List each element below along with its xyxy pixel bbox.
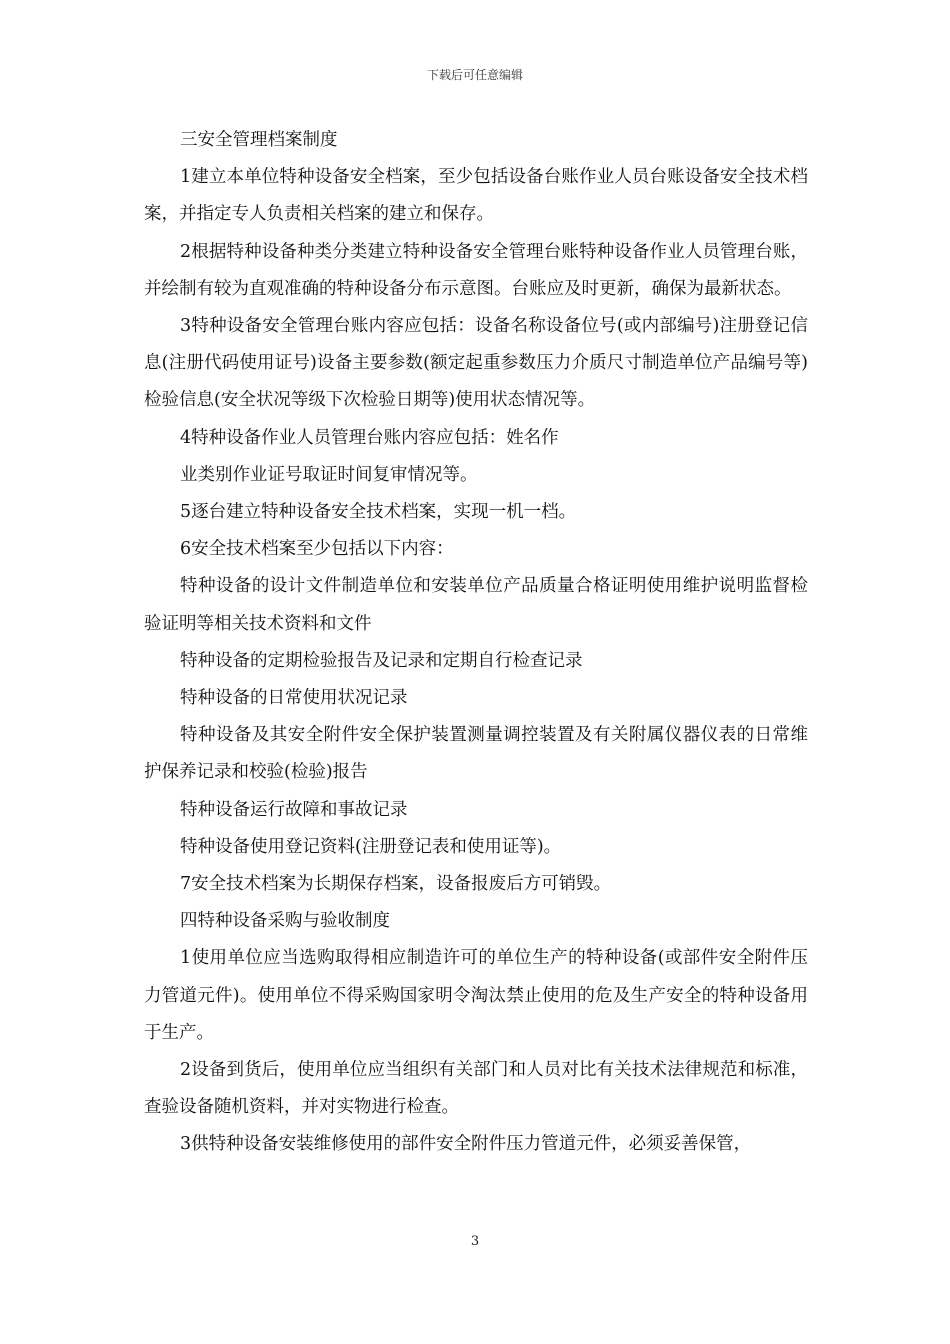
section-heading: 四特种设备采购与验收制度: [180, 911, 390, 932]
paragraph: 业类别作业证号取证时间复审情况等。: [180, 464, 478, 485]
paragraph: 1建立本单位特种设备安全档案，至少包括设备台账作业人员台账设备安全技术档案，并指定专人负责相关档案的建立和保存。: [144, 167, 808, 225]
list-item: 特种设备运行故障和事故记录: [180, 799, 408, 820]
paragraph: 1使用单位应当选购取得相应制造许可的单位生产的特种设备(或部件安全附件压力管道元件)。使用单位不得采购国家明令淘汰禁止使用的危及生产安全的特种设备用于生产。: [144, 948, 808, 1043]
paragraph: 2根据特种设备种类分类建立特种设备安全管理台账特种设备作业人员管理台账，并绘制有较为直观准确的特种设备分布示意图。台账应及时更新，确保为最新状态。: [144, 241, 808, 299]
paragraph: 7安全技术档案为长期保存档案，设备报废后方可销毁。: [180, 874, 612, 895]
paragraph: 5逐台建立特种设备安全技术档案，实现一机一档。: [180, 502, 577, 523]
page-header: 下载后可任意编辑: [426, 68, 523, 82]
page-number: 3: [470, 1234, 480, 1249]
paragraph: 6安全技术档案至少包括以下内容：: [180, 539, 454, 560]
list-item: 特种设备及其安全附件安全保护装置测量调控装置及有关附属仪器仪表的日常维护保养记录和校验(检验)报告: [144, 725, 808, 783]
list-item: 特种设备的定期检验报告及记录和定期自行检查记录: [180, 650, 583, 671]
document-body: [144, 122, 808, 1164]
paragraph: 3供特种设备安装维修使用的部件安全附件压力管道元件，必须妥善保管，: [180, 1134, 752, 1155]
paragraph: 2设备到货后，使用单位应当组织有关部门和人员对比有关技术法律规范和标准，查验设备随机资料，并对实物进行检查。: [144, 1060, 808, 1118]
section-heading: 三安全管理档案制度: [180, 130, 338, 150]
list-item: 特种设备使用登记资料(注册登记表和使用证等)。: [180, 836, 562, 857]
list-item: 特种设备的设计文件制造单位和安装单位产品质量合格证明使用维护说明监督检验证明等相关技术资料和文件: [144, 576, 808, 634]
paragraph: 4特种设备作业人员管理台账内容应包括：姓名作: [180, 427, 559, 448]
paragraph: 3特种设备安全管理台账内容应包括：设备名称设备位号(或内部编号)注册登记信息(注册代码使用证号)设备主要参数(额定起重参数压力介质尺寸制造单位产品编号等)检验信息(安全状况等级下次检验日期等)使用状态情况等。: [144, 316, 808, 411]
list-item: 特种设备的日常使用状况记录: [180, 688, 408, 709]
